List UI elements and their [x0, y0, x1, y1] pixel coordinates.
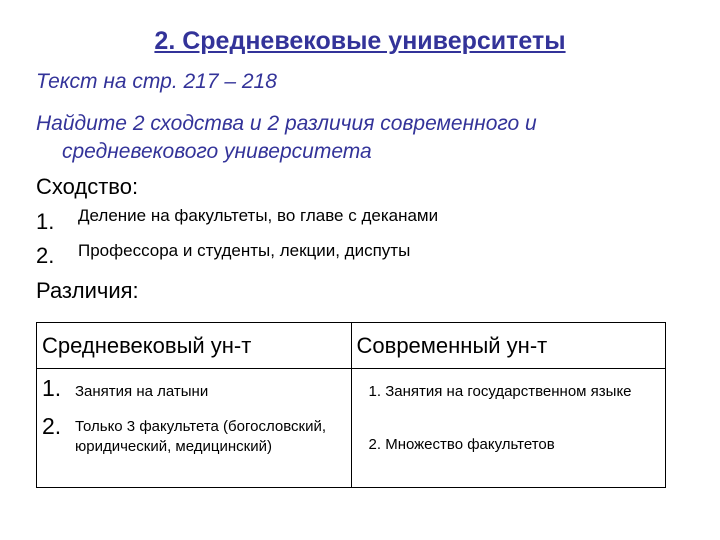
medieval-item-number: 2.: [42, 413, 62, 439]
differences-heading: Различия:: [36, 278, 139, 303]
medieval-item: Только 3 факультета (богословский, юридический, медицинский): [75, 418, 327, 455]
modern-item: 2. Множество факультетов: [368, 436, 555, 453]
comparison-table: [36, 322, 666, 488]
task-line-2: средневекового университета: [62, 140, 372, 163]
table-row: [37, 369, 666, 488]
medieval-item-number: 1.: [42, 375, 62, 401]
slide-title: 2. Средневековые университеты: [154, 27, 566, 55]
task-line-1: Найдите 2 сходства и 2 различия современного и: [36, 112, 537, 135]
similarity-heading: Сходство:: [36, 174, 139, 199]
similarity-item: Деление на факультеты, во главе с деканами: [78, 206, 439, 225]
table-header-row: [37, 323, 666, 369]
medieval-item: Занятия на латыни: [75, 383, 209, 400]
table-header-medieval: Средневековый ун-т: [37, 323, 352, 369]
similarity-item: Профессора и студенты, лекции, диспуты: [78, 241, 411, 260]
modern-item: 1. Занятия на государственном языке: [368, 383, 632, 400]
table-header-modern: Современный ун-т: [351, 323, 665, 369]
similarity-number: 1.: [36, 209, 55, 234]
similarity-number: 2.: [36, 243, 55, 268]
task-text: [36, 110, 636, 166]
reference-text: Текст на стр. 217 – 218: [36, 70, 277, 93]
modern-cell: [351, 369, 665, 488]
medieval-cell: [37, 369, 352, 488]
